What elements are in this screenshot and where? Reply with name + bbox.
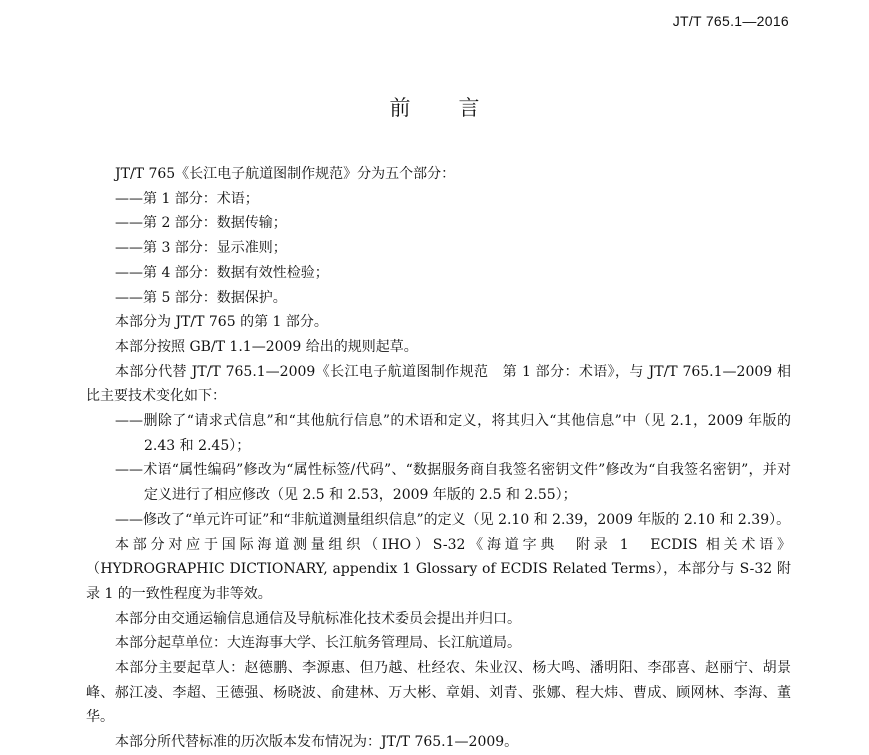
part-list-item: ——第 4 部分：数据有效性检验； (115, 264, 329, 281)
change-list-item: ——术语“属性编码”修改为“属性标签/代码”、“数据服务商自我签名密钥文件”修改为“自我签名密钥”，并对定义进行了相应修改（见 2.5 和 2.53，2009 年版的 2.5 和 2.55）； (115, 462, 791, 504)
change-list-item: ——修改了“单元许可证”和“非航道测量组织信息”的定义（见 2.10 和 2.39，2009 年版的 2.10 和 2.39）。 (115, 511, 791, 528)
page-title: 前言 (389, 96, 528, 120)
foreword-body (86, 162, 791, 755)
proposer-statement: 本部分由交通运输信息通信及导航标准化技术委员会提出并归口。 (115, 610, 521, 627)
correspondence-statement: 本部分对应于国际海道测量组织（IHO）S-32《海道字典 附录 1 ECDIS 相关术语》（HYDROGRAPHIC DICTIONARY, appendix 1 Glossary of ECDIS Related Terms），本部分与 S-32 附录 1 的一致性程度为非等效。 (86, 536, 791, 602)
part-list-item: ——第 1 部分：术语； (115, 190, 259, 207)
drafters: 本部分主要起草人：赵德鹏、李源惠、但乃越、杜经农、朱业汉、杨大鸣、潘明阳、李邵喜、赵丽宁、胡景峰、郝江凌、李超、王德强、杨晓波、俞建林、万大彬、章娟、刘青、张娜、程大炜、曹成、顾网林、李海、董华。 (86, 660, 791, 726)
intro-paragraph: JT/T 765《长江电子航道图制作规范》分为五个部分： (115, 166, 456, 182)
part-list-item: ——第 2 部分：数据传输； (115, 215, 287, 232)
drafting-units: 本部分起草单位：大连海事大学、长江航务管理局、长江航道局。 (115, 635, 521, 652)
replacement-statement: 本部分代替 JT/T 765.1—2009《长江电子航道图制作规范 第 1 部分：术语》，与 JT/T 765.1—2009 相比主要技术变化如下： (86, 363, 791, 405)
part-list-item: ——第 5 部分：数据保护。 (115, 289, 287, 306)
change-list-item: ——删除了“请求式信息”和“其他航行信息”的术语和定义，将其归入“其他信息”中（见 2.1，2009 年版的 2.43 和 2.45）； (115, 413, 791, 454)
part-list-item: ——第 3 部分：显示准则； (115, 240, 287, 257)
version-history: 本部分所代替标准的历次版本发布情况为：JT/T 765.1—2009。 (115, 734, 519, 751)
standard-code: JT/T 765.1—2016 (672, 13, 789, 29)
drafting-rules: 本部分按照 GB/T 1.1—2009 给出的规则起草。 (115, 338, 418, 355)
part-statement: 本部分为 JT/T 765 的第 1 部分。 (115, 314, 328, 331)
